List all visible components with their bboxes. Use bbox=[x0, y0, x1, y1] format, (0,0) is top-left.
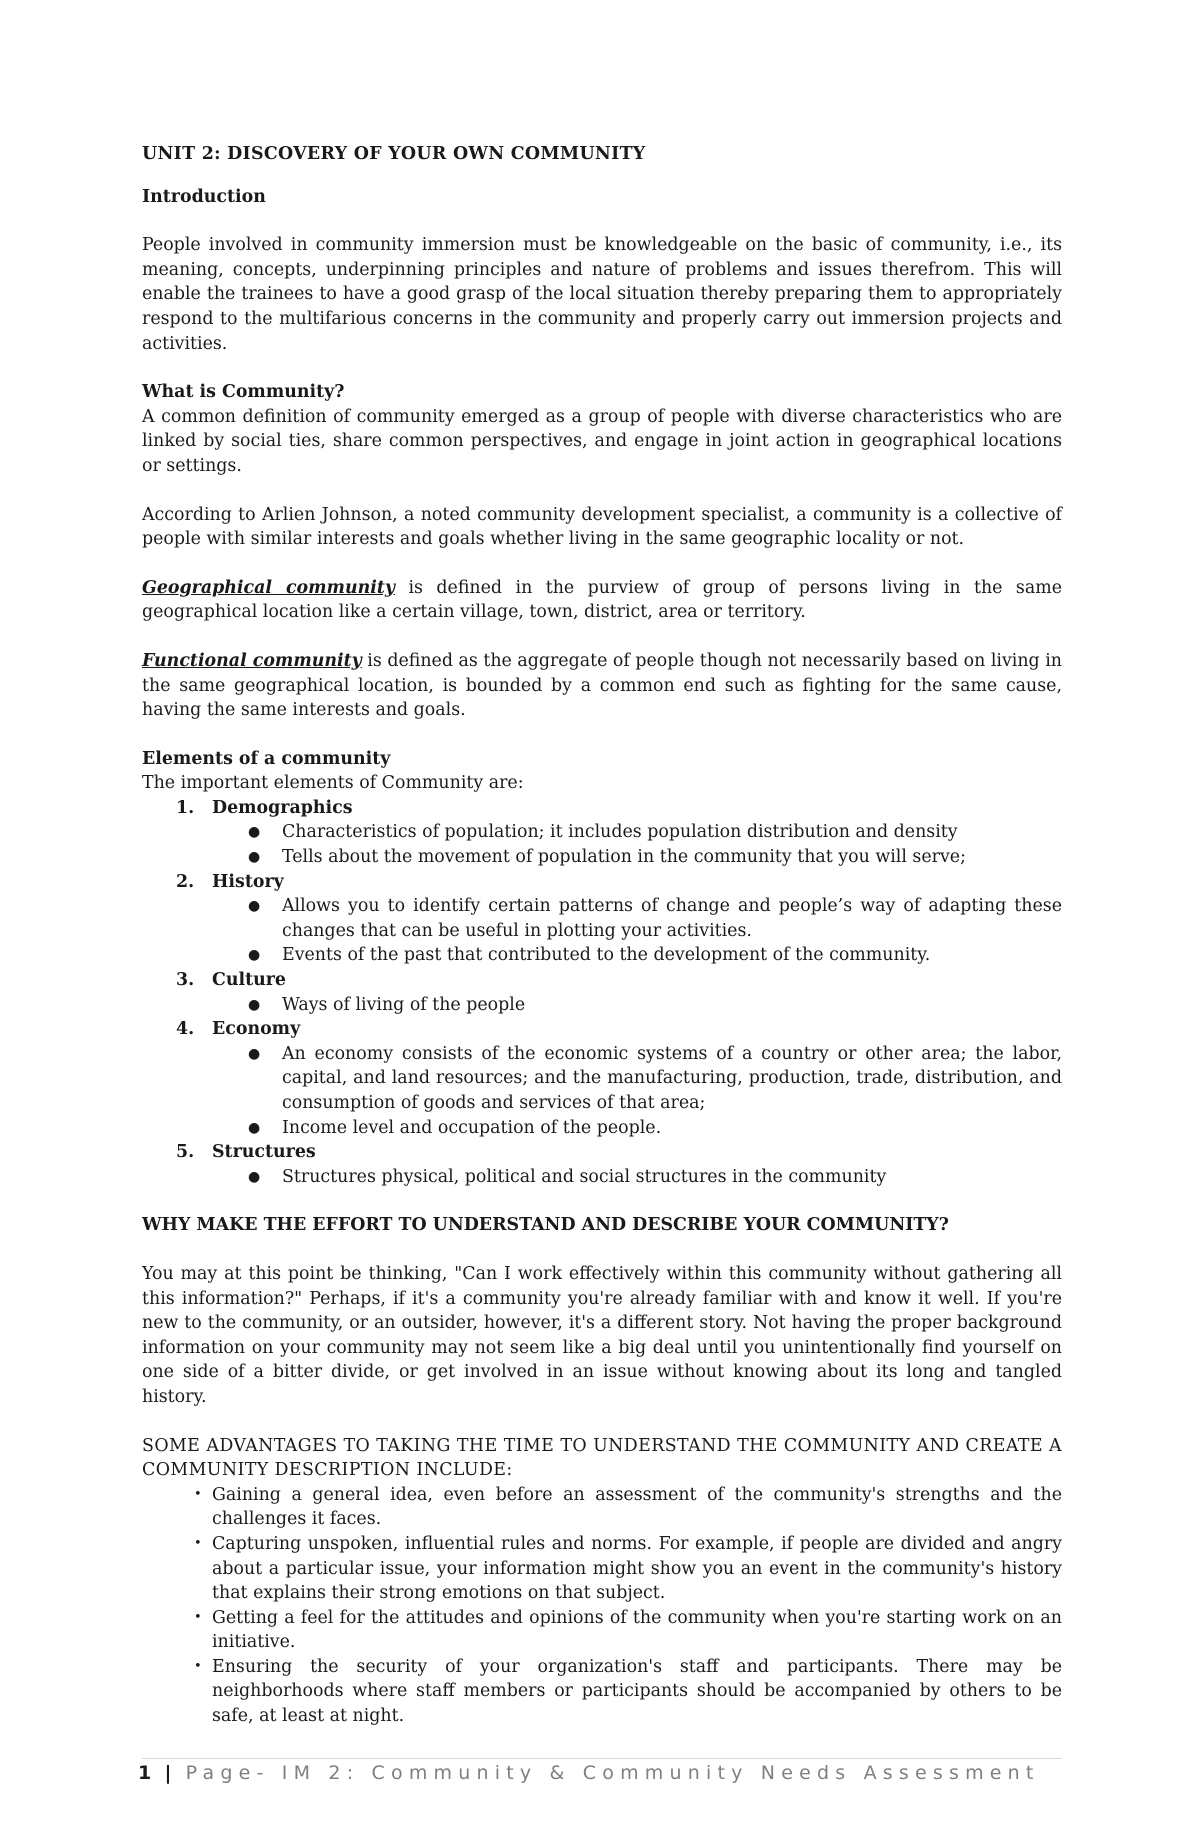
element-item bbox=[176, 1140, 1062, 1189]
bullet-icon: ● bbox=[248, 849, 261, 866]
bullet-text: Structures physical, political and social structures in the community bbox=[282, 1166, 887, 1187]
bullet-icon: ● bbox=[248, 1168, 261, 1185]
bullet-icon: ● bbox=[248, 898, 261, 915]
footer-text: Page- IM 2: Community & Community Needs Assessment bbox=[173, 1762, 1040, 1784]
functional-community-paragraph bbox=[142, 649, 1062, 723]
what-is-community-heading: What is Community? bbox=[142, 382, 345, 403]
element-name: Economy bbox=[212, 1019, 301, 1040]
functional-community-text: is defined as the aggregate of people though not necessarily based on living in the same geographical location, is bounded by a common end such as fighting for the same cause, having the same interests and goals. bbox=[142, 650, 1062, 721]
list-item bbox=[248, 993, 1062, 1018]
page-number: 1 bbox=[138, 1762, 153, 1784]
element-item bbox=[176, 870, 1062, 968]
geographical-community-paragraph bbox=[142, 576, 1062, 625]
element-name: History bbox=[212, 871, 284, 892]
unit-title: UNIT 2: DISCOVERY OF YOUR OWN COMMUNITY bbox=[142, 144, 646, 164]
bullet-icon: • bbox=[194, 1609, 202, 1625]
element-bullets bbox=[212, 993, 1062, 1018]
element-number: 2. bbox=[176, 871, 195, 892]
list-item bbox=[248, 943, 1062, 968]
document-page bbox=[142, 142, 1062, 1729]
advantages-heading: SOME ADVANTAGES TO TAKING THE TIME TO UNDERSTAND THE COMMUNITY AND CREATE A COMMUNITY DESCRIPTION INCLUDE: bbox=[142, 1435, 1062, 1481]
advantages-list bbox=[142, 1483, 1062, 1729]
introduction-heading: Introduction bbox=[142, 186, 266, 207]
bullet-icon: • bbox=[194, 1658, 202, 1674]
bullet-icon: • bbox=[194, 1535, 202, 1551]
johnson-paragraph: According to Arlien Johnson, a noted community development specialist, a community is a collective of people with similar interests and goals whether living in the same geographic locality or not. bbox=[142, 504, 1062, 550]
page-footer bbox=[138, 1762, 1040, 1784]
list-item bbox=[194, 1532, 1062, 1606]
elements-heading: Elements of a community bbox=[142, 748, 391, 769]
bullet-text: An economy consists of the economic systems of a country or other area; the labor, capital, and land resources; and the manufacturing, production, trade, distribution, and consumption of goods and services of that area; bbox=[282, 1043, 1062, 1113]
list-item bbox=[248, 1042, 1062, 1116]
bullet-text: Income level and occupation of the people. bbox=[282, 1117, 662, 1138]
list-item bbox=[248, 1165, 1062, 1190]
bullet-icon: ● bbox=[248, 996, 261, 1013]
geographical-community-term: Geographical community bbox=[142, 577, 395, 598]
bullet-text: Allows you to identify certain patterns of change and people’s way of adapting these changes that can be useful in plotting your activities. bbox=[282, 896, 1062, 941]
bullet-icon: ● bbox=[248, 1119, 261, 1136]
introduction-paragraph: People involved in community immersion must be knowledgeable on the basic of community, i.e., its meaning, concepts, underpinning principles and nature of problems and issues therefrom. This will enable the trainees to have a good grasp of the local situation thereby preparing them to appropriately respond to the multifarious concerns in the community and properly carry out immersion projects and activities. bbox=[142, 235, 1062, 354]
element-number: 1. bbox=[176, 797, 195, 818]
list-item bbox=[194, 1655, 1062, 1729]
list-item bbox=[248, 845, 1062, 870]
element-number: 4. bbox=[176, 1019, 195, 1040]
list-item bbox=[248, 1116, 1062, 1141]
footer-separator: | bbox=[164, 1762, 174, 1784]
element-name: Structures bbox=[212, 1142, 316, 1163]
list-item bbox=[194, 1606, 1062, 1655]
bullet-text: Tells about the movement of population in the community that you will serve; bbox=[282, 847, 966, 868]
advantage-text: Capturing unspoken, influential rules and norms. For example, if people are divided and angry about a particular issue, your information might show you an event in the community's history that explains their strong emotions on that subject. bbox=[212, 1533, 1062, 1604]
bullet-icon: ● bbox=[248, 824, 261, 841]
element-bullets bbox=[212, 820, 1062, 869]
element-bullets bbox=[212, 894, 1062, 968]
bullet-icon: ● bbox=[248, 1045, 261, 1062]
bullet-icon: • bbox=[194, 1486, 202, 1502]
footer-divider bbox=[142, 1758, 1062, 1759]
element-item bbox=[176, 796, 1062, 870]
elements-intro: The important elements of Community are: bbox=[142, 773, 524, 794]
functional-community-term: Functional community bbox=[142, 650, 362, 671]
list-item bbox=[248, 820, 1062, 845]
element-bullets bbox=[212, 1165, 1062, 1190]
element-number: 5. bbox=[176, 1142, 195, 1163]
list-item bbox=[248, 894, 1062, 943]
bullet-text: Ways of living of the people bbox=[282, 994, 526, 1015]
why-paragraph: You may at this point be thinking, "Can I work effectively within this community without gathering all this information?" Perhaps, if it's a community you're already familiar with and know it well. If you're new to the community, or an outsider, however, it's a different story. Not having the proper background information on your community may not seem like a big deal until you unintentionally find yourself on one side of a bitter divide, or get involved in an issue without knowing about its long and tangled history. bbox=[142, 1263, 1062, 1407]
advantage-text: Ensuring the security of your organization's staff and participants. There may be neighborhoods where staff members or participants should be accompanied by others to be safe, at least at night. bbox=[212, 1656, 1062, 1727]
geographical-community-text: is defined in the purview of group of persons living in the same geographical location like a certain village, town, district, area or territory. bbox=[142, 577, 1063, 623]
bullet-icon: ● bbox=[248, 947, 261, 964]
element-number: 3. bbox=[176, 970, 195, 991]
list-item bbox=[194, 1483, 1062, 1532]
element-item bbox=[176, 1017, 1062, 1140]
element-name: Culture bbox=[212, 970, 286, 991]
community-definition-paragraph: A common definition of community emerged as a group of people with diverse characteristics who are linked by social ties, share common perspectives, and engage in joint action in geographical locations or settings. bbox=[142, 406, 1062, 476]
elements-list bbox=[142, 796, 1062, 1190]
advantage-text: Getting a feel for the attitudes and opinions of the community when you're starting work on an initiative. bbox=[212, 1607, 1062, 1653]
advantage-text: Gaining a general idea, even before an assessment of the community's strengths and the challenges it faces. bbox=[212, 1484, 1062, 1530]
element-name: Demographics bbox=[212, 797, 353, 818]
element-item bbox=[176, 968, 1062, 1017]
bullet-text: Events of the past that contributed to the development of the community. bbox=[282, 945, 931, 966]
element-bullets bbox=[212, 1042, 1062, 1140]
why-heading: WHY MAKE THE EFFORT TO UNDERSTAND AND DESCRIBE YOUR COMMUNITY? bbox=[142, 1215, 949, 1236]
bullet-text: Characteristics of population; it includes population distribution and density bbox=[282, 822, 958, 843]
